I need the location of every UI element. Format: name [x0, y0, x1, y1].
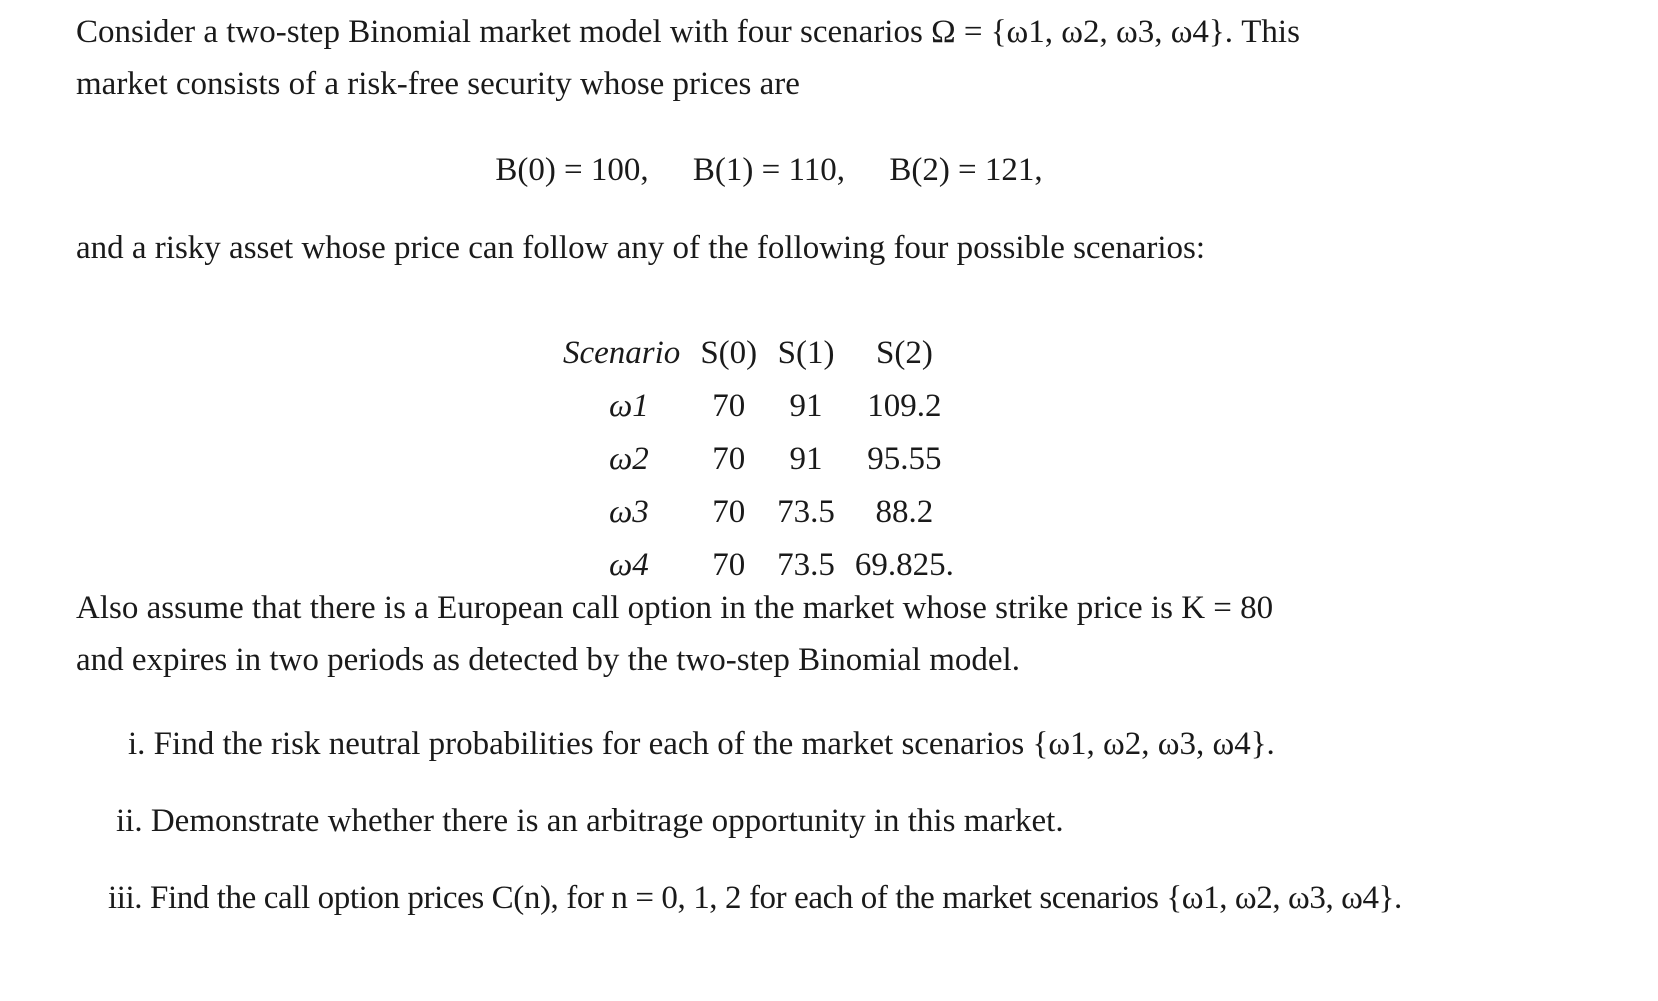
question-number: ii.: [116, 803, 143, 839]
table-cell-s2: 95.55: [867, 441, 942, 477]
intro-line-1: Consider a two-step Binomial market model with four scenarios Ω = {ω1, ω2, ω3, ω4}. This: [76, 14, 1300, 50]
table-cell-s1: 91: [789, 388, 823, 424]
question-text: Demonstrate whether there is an arbitrage opportunity in this market.: [150, 803, 1064, 839]
table-cell-s0: 70: [712, 494, 746, 530]
table-cell-s1: 73.5: [777, 547, 835, 583]
table-cell-s2: 88.2: [875, 494, 934, 530]
table-cell-s1: 91: [789, 441, 823, 477]
table-cell-scenario: ω1: [609, 388, 649, 424]
table-header-s0: S(0): [700, 335, 758, 371]
table-cell-s2: 109.2: [867, 388, 942, 424]
table-cell-s0: 70: [712, 547, 746, 583]
bond-price-b1: B(1) = 110,: [692, 152, 846, 188]
table-cell-s0: 70: [712, 388, 746, 424]
table-cell-scenario: ω2: [609, 441, 649, 477]
intro-line-2: market consists of a risk-free security whose prices are: [76, 66, 800, 102]
table-cell-s1: 73.5: [777, 494, 835, 530]
risky-asset-intro: and a risky asset whose price can follow any of the following four possible scenarios:: [76, 230, 1206, 266]
question-number: iii.: [108, 880, 143, 916]
question-i: [128, 719, 1275, 769]
option-line-2: and expires in two periods as detected by the two-step Binomial model.: [76, 642, 1020, 678]
bond-price-b2: B(2) = 121,: [889, 152, 1043, 188]
table-cell-scenario: ω4: [609, 547, 649, 583]
intro-paragraph: [76, 6, 1576, 110]
option-paragraph: [76, 582, 1576, 686]
bond-price-b0: B(0) = 100,: [495, 152, 649, 188]
table-header-s2: S(2): [875, 335, 933, 371]
question-text: Find the call option prices C(n), for n = 0, 1, 2 for each of the market scenarios {ω1, ω2, ω3, ω4}.: [150, 880, 1402, 916]
question-number: i.: [128, 726, 146, 762]
table-row: [563, 433, 964, 486]
table-cell-scenario: ω3: [609, 494, 649, 530]
table-row: [563, 486, 964, 539]
table-header-s1: S(1): [777, 335, 835, 371]
question-iii: [108, 873, 1402, 923]
table-header-row: [563, 327, 964, 380]
question-ii: [116, 796, 1064, 846]
question-text: Find the risk neutral probabilities for each of the market scenarios {ω1, ω2, ω3, ω4}.: [153, 726, 1275, 762]
table-cell-s0: 70: [712, 441, 746, 477]
bond-price-equation: [0, 152, 1658, 189]
table-cell-s2: 69.825.: [854, 547, 954, 583]
scenario-table: [563, 327, 964, 592]
table-header-scenario: Scenario: [563, 335, 681, 371]
table-row: [563, 380, 964, 433]
option-line-1: Also assume that there is a European call option in the market whose strike price is K = 80: [76, 590, 1274, 626]
